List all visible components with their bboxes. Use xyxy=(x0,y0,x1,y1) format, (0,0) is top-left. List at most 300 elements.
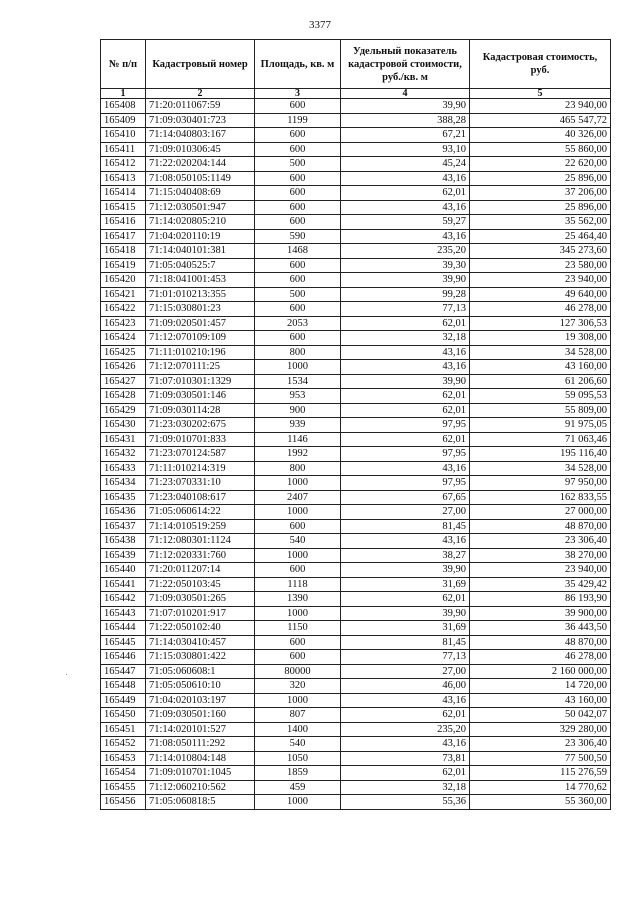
cadastral-number-cell: 71:05:040525:7 xyxy=(146,258,255,273)
specific-value-cell: 32,18 xyxy=(341,331,470,346)
specific-value-cell: 27,00 xyxy=(341,664,470,679)
specific-value-cell: 235,20 xyxy=(341,244,470,259)
row-number-cell: 165418 xyxy=(101,244,146,259)
specific-value-cell: 27,00 xyxy=(341,505,470,520)
area-cell: 1390 xyxy=(255,592,341,607)
cadastral-value-cell: 127 306,53 xyxy=(470,316,611,331)
cadastral-value-cell: 40 326,00 xyxy=(470,128,611,143)
table-row xyxy=(101,215,611,230)
table-row xyxy=(101,403,611,418)
cadastral-number-cell: 71:14:040803:167 xyxy=(146,128,255,143)
specific-value-cell: 59,27 xyxy=(341,215,470,230)
page-number: 3377 xyxy=(309,19,331,31)
cadastral-value-cell: 25 896,00 xyxy=(470,171,611,186)
table-row xyxy=(101,142,611,157)
specific-value-cell: 43,16 xyxy=(341,360,470,375)
cadastral-value-cell: 59 095,53 xyxy=(470,389,611,404)
table-row xyxy=(101,548,611,563)
area-cell: 807 xyxy=(255,708,341,723)
table-row xyxy=(101,577,611,592)
table-row xyxy=(101,273,611,288)
table-row xyxy=(101,186,611,201)
cadastral-number-cell: 71:12:060210:562 xyxy=(146,780,255,795)
specific-value-cell: 46,00 xyxy=(341,679,470,694)
table-row xyxy=(101,679,611,694)
cadastral-number-cell: 71:14:010519:259 xyxy=(146,519,255,534)
cadastral-value-table xyxy=(100,39,611,810)
cadastral-number-cell: 71:05:060818:5 xyxy=(146,795,255,810)
table-row xyxy=(101,432,611,447)
cadastral-value-cell: 345 273,60 xyxy=(470,244,611,259)
area-cell: 600 xyxy=(255,171,341,186)
cadastral-value-cell: 22 620,00 xyxy=(470,157,611,172)
specific-value-cell: 62,01 xyxy=(341,403,470,418)
table-row xyxy=(101,737,611,752)
specific-value-cell: 67,21 xyxy=(341,128,470,143)
row-number-cell: 165426 xyxy=(101,360,146,375)
cadastral-number-cell: 71:09:010701:833 xyxy=(146,432,255,447)
cadastral-number-cell: 71:23:030202:675 xyxy=(146,418,255,433)
cadastral-number-cell: 71:11:010210:196 xyxy=(146,345,255,360)
column-number: 4 xyxy=(341,89,470,99)
cadastral-value-cell: 465 547,72 xyxy=(470,113,611,128)
cadastral-number-cell: 71:14:010804:148 xyxy=(146,751,255,766)
table-header-row xyxy=(101,40,611,89)
area-cell: 600 xyxy=(255,200,341,215)
specific-value-cell: 62,01 xyxy=(341,708,470,723)
cadastral-number-cell: 71:14:040101:381 xyxy=(146,244,255,259)
cadastral-number-cell: 71:09:010306:45 xyxy=(146,142,255,157)
cadastral-number-cell: 71:05:050610:10 xyxy=(146,679,255,694)
row-number-cell: 165416 xyxy=(101,215,146,230)
cadastral-value-cell: 162 833,55 xyxy=(470,490,611,505)
cadastral-number-cell: 71:09:030501:160 xyxy=(146,708,255,723)
table-row xyxy=(101,302,611,317)
table-row xyxy=(101,374,611,389)
specific-value-cell: 39,30 xyxy=(341,258,470,273)
row-number-cell: 165447 xyxy=(101,664,146,679)
cadastral-number-cell: 71:14:020805:210 xyxy=(146,215,255,230)
specific-value-cell: 62,01 xyxy=(341,186,470,201)
row-number-cell: 165425 xyxy=(101,345,146,360)
row-number-cell: 165445 xyxy=(101,635,146,650)
cadastral-number-cell: 71:20:011207:14 xyxy=(146,563,255,578)
header-area: Площадь, кв. м xyxy=(255,40,341,89)
cadastral-value-cell: 97 950,00 xyxy=(470,476,611,491)
cadastral-value-cell: 55 360,00 xyxy=(470,795,611,810)
table-row xyxy=(101,229,611,244)
area-cell: 1000 xyxy=(255,606,341,621)
cadastral-number-cell: 71:04:020110:19 xyxy=(146,229,255,244)
cadastral-value-cell: 61 206,60 xyxy=(470,374,611,389)
table-row xyxy=(101,519,611,534)
row-number-cell: 165453 xyxy=(101,751,146,766)
area-cell: 1000 xyxy=(255,360,341,375)
area-cell: 500 xyxy=(255,287,341,302)
cadastral-number-cell: 71:14:020101:527 xyxy=(146,722,255,737)
cadastral-number-cell: 71:22:020204:144 xyxy=(146,157,255,172)
row-number-cell: 165420 xyxy=(101,273,146,288)
row-number-cell: 165448 xyxy=(101,679,146,694)
cadastral-number-cell: 71:23:040108:617 xyxy=(146,490,255,505)
specific-value-cell: 77,13 xyxy=(341,302,470,317)
specific-value-cell: 97,95 xyxy=(341,476,470,491)
cadastral-number-cell: 71:12:070109:109 xyxy=(146,331,255,346)
specific-value-cell: 62,01 xyxy=(341,389,470,404)
table-row xyxy=(101,664,611,679)
header-cadastral-value: Кадастровая стоимость, руб. xyxy=(470,40,611,89)
specific-value-cell: 39,90 xyxy=(341,606,470,621)
column-number-row xyxy=(101,89,611,99)
cadastral-value-cell: 39 900,00 xyxy=(470,606,611,621)
specific-value-cell: 43,16 xyxy=(341,345,470,360)
specific-value-cell: 39,90 xyxy=(341,374,470,389)
table-row xyxy=(101,693,611,708)
cadastral-value-cell: 50 042,07 xyxy=(470,708,611,723)
area-cell: 1000 xyxy=(255,505,341,520)
row-number-cell: 165440 xyxy=(101,563,146,578)
table-row xyxy=(101,490,611,505)
specific-value-cell: 43,16 xyxy=(341,171,470,186)
table-row xyxy=(101,418,611,433)
cadastral-number-cell: 71:12:030501:947 xyxy=(146,200,255,215)
area-cell: 1400 xyxy=(255,722,341,737)
cadastral-value-cell: 25 464,40 xyxy=(470,229,611,244)
cadastral-number-cell: 71:09:020501:457 xyxy=(146,316,255,331)
cadastral-number-cell: 71:09:030501:146 xyxy=(146,389,255,404)
table-row xyxy=(101,157,611,172)
row-number-cell: 165408 xyxy=(101,99,146,114)
row-number-cell: 165424 xyxy=(101,331,146,346)
cadastral-value-cell: 14 720,00 xyxy=(470,679,611,694)
cadastral-value-cell: 2 160 000,00 xyxy=(470,664,611,679)
cadastral-number-cell: 71:04:020103:197 xyxy=(146,693,255,708)
area-cell: 600 xyxy=(255,650,341,665)
row-number-cell: 165419 xyxy=(101,258,146,273)
table-row xyxy=(101,795,611,810)
cadastral-number-cell: 71:08:050105:1149 xyxy=(146,171,255,186)
area-cell: 600 xyxy=(255,635,341,650)
table-row xyxy=(101,171,611,186)
specific-value-cell: 97,95 xyxy=(341,418,470,433)
table-row xyxy=(101,447,611,462)
cadastral-value-cell: 48 870,00 xyxy=(470,519,611,534)
cadastral-number-cell: 71:05:060608:1 xyxy=(146,664,255,679)
row-number-cell: 165417 xyxy=(101,229,146,244)
cadastral-number-cell: 71:09:010701:1045 xyxy=(146,766,255,781)
table-row xyxy=(101,606,611,621)
table-row xyxy=(101,316,611,331)
area-cell: 600 xyxy=(255,186,341,201)
table-row xyxy=(101,592,611,607)
row-number-cell: 165438 xyxy=(101,534,146,549)
row-number-cell: 165444 xyxy=(101,621,146,636)
area-cell: 2407 xyxy=(255,490,341,505)
cadastral-value-cell: 91 975,05 xyxy=(470,418,611,433)
header-cadastral-number: Кадастровый номер xyxy=(146,40,255,89)
cadastral-value-cell: 55 809,00 xyxy=(470,403,611,418)
cadastral-number-cell: 71:09:030401:723 xyxy=(146,113,255,128)
column-number: 5 xyxy=(470,89,611,99)
cadastral-value-cell: 55 860,00 xyxy=(470,142,611,157)
area-cell: 1859 xyxy=(255,766,341,781)
specific-value-cell: 32,18 xyxy=(341,780,470,795)
area-cell: 953 xyxy=(255,389,341,404)
cadastral-number-cell: 71:12:020331:760 xyxy=(146,548,255,563)
column-number: 3 xyxy=(255,89,341,99)
cadastral-number-cell: 71:14:030410:457 xyxy=(146,635,255,650)
column-number: 2 xyxy=(146,89,255,99)
row-number-cell: 165421 xyxy=(101,287,146,302)
cadastral-number-cell: 71:07:010301:1329 xyxy=(146,374,255,389)
specific-value-cell: 81,45 xyxy=(341,635,470,650)
row-number-cell: 165441 xyxy=(101,577,146,592)
row-number-cell: 165454 xyxy=(101,766,146,781)
cadastral-value-cell: 34 528,00 xyxy=(470,345,611,360)
cadastral-number-cell: 71:09:030501:265 xyxy=(146,592,255,607)
table-row xyxy=(101,331,611,346)
specific-value-cell: 388,28 xyxy=(341,113,470,128)
specific-value-cell: 43,16 xyxy=(341,534,470,549)
area-cell: 1000 xyxy=(255,548,341,563)
cadastral-value-cell: 23 580,00 xyxy=(470,258,611,273)
specific-value-cell: 62,01 xyxy=(341,432,470,447)
row-number-cell: 165436 xyxy=(101,505,146,520)
area-cell: 459 xyxy=(255,780,341,795)
cadastral-value-cell: 35 562,00 xyxy=(470,215,611,230)
specific-value-cell: 31,69 xyxy=(341,577,470,592)
header-row-number: № п/п xyxy=(101,40,146,89)
specific-value-cell: 43,16 xyxy=(341,737,470,752)
row-number-cell: 165446 xyxy=(101,650,146,665)
table-row xyxy=(101,128,611,143)
specific-value-cell: 55,36 xyxy=(341,795,470,810)
specific-value-cell: 38,27 xyxy=(341,548,470,563)
specific-value-cell: 43,16 xyxy=(341,693,470,708)
cadastral-number-cell: 71:23:070331:10 xyxy=(146,476,255,491)
cadastral-number-cell: 71:22:050102:40 xyxy=(146,621,255,636)
row-number-cell: 165413 xyxy=(101,171,146,186)
specific-value-cell: 62,01 xyxy=(341,316,470,331)
table-row xyxy=(101,258,611,273)
area-cell: 1118 xyxy=(255,577,341,592)
cadastral-number-cell: 71:23:070124:587 xyxy=(146,447,255,462)
cadastral-number-cell: 71:08:050111:292 xyxy=(146,737,255,752)
area-cell: 2053 xyxy=(255,316,341,331)
specific-value-cell: 39,90 xyxy=(341,563,470,578)
area-cell: 540 xyxy=(255,534,341,549)
cadastral-value-cell: 37 206,00 xyxy=(470,186,611,201)
row-number-cell: 165451 xyxy=(101,722,146,737)
area-cell: 600 xyxy=(255,302,341,317)
area-cell: 800 xyxy=(255,345,341,360)
cadastral-value-cell: 48 870,00 xyxy=(470,635,611,650)
specific-value-cell: 43,16 xyxy=(341,229,470,244)
cadastral-value-cell: 46 278,00 xyxy=(470,650,611,665)
scan-speck xyxy=(66,674,67,675)
area-cell: 1000 xyxy=(255,476,341,491)
cadastral-value-cell: 14 770,62 xyxy=(470,780,611,795)
cadastral-number-cell: 71:01:010213:355 xyxy=(146,287,255,302)
table-row xyxy=(101,563,611,578)
specific-value-cell: 62,01 xyxy=(341,592,470,607)
cadastral-value-cell: 329 280,00 xyxy=(470,722,611,737)
specific-value-cell: 31,69 xyxy=(341,621,470,636)
area-cell: 600 xyxy=(255,519,341,534)
cadastral-number-cell: 71:20:011067:59 xyxy=(146,99,255,114)
cadastral-number-cell: 71:12:070111:25 xyxy=(146,360,255,375)
cadastral-number-cell: 71:12:080301:1124 xyxy=(146,534,255,549)
cadastral-value-cell: 43 160,00 xyxy=(470,360,611,375)
cadastral-value-cell: 25 896,00 xyxy=(470,200,611,215)
cadastral-number-cell: 71:09:030114:28 xyxy=(146,403,255,418)
table-row xyxy=(101,650,611,665)
row-number-cell: 165450 xyxy=(101,708,146,723)
table-row xyxy=(101,751,611,766)
table-row xyxy=(101,200,611,215)
cadastral-value-cell: 35 429,42 xyxy=(470,577,611,592)
area-cell: 600 xyxy=(255,99,341,114)
specific-value-cell: 43,16 xyxy=(341,200,470,215)
cadastral-value-cell: 38 270,00 xyxy=(470,548,611,563)
area-cell: 1199 xyxy=(255,113,341,128)
cadastral-value-cell: 195 116,40 xyxy=(470,447,611,462)
area-cell: 1150 xyxy=(255,621,341,636)
cadastral-value-cell: 46 278,00 xyxy=(470,302,611,317)
table-row xyxy=(101,635,611,650)
table-row xyxy=(101,534,611,549)
table-row xyxy=(101,461,611,476)
area-cell: 600 xyxy=(255,128,341,143)
row-number-cell: 165455 xyxy=(101,780,146,795)
cadastral-value-cell: 23 940,00 xyxy=(470,99,611,114)
row-number-cell: 165428 xyxy=(101,389,146,404)
row-number-cell: 165430 xyxy=(101,418,146,433)
specific-value-cell: 39,90 xyxy=(341,273,470,288)
row-number-cell: 165414 xyxy=(101,186,146,201)
specific-value-cell: 235,20 xyxy=(341,722,470,737)
table-row xyxy=(101,244,611,259)
area-cell: 600 xyxy=(255,563,341,578)
table-row xyxy=(101,113,611,128)
cadastral-value-cell: 71 063,46 xyxy=(470,432,611,447)
area-cell: 600 xyxy=(255,142,341,157)
row-number-cell: 165449 xyxy=(101,693,146,708)
cadastral-value-cell: 115 276,59 xyxy=(470,766,611,781)
cadastral-value-cell: 34 528,00 xyxy=(470,461,611,476)
table-row xyxy=(101,287,611,302)
area-cell: 590 xyxy=(255,229,341,244)
table-row xyxy=(101,99,611,114)
cadastral-value-cell: 77 500,50 xyxy=(470,751,611,766)
row-number-cell: 165423 xyxy=(101,316,146,331)
cadastral-value-cell: 23 306,40 xyxy=(470,534,611,549)
specific-value-cell: 97,95 xyxy=(341,447,470,462)
area-cell: 1000 xyxy=(255,693,341,708)
cadastral-value-cell: 36 443,50 xyxy=(470,621,611,636)
area-cell: 540 xyxy=(255,737,341,752)
area-cell: 600 xyxy=(255,258,341,273)
table-row xyxy=(101,505,611,520)
row-number-cell: 165412 xyxy=(101,157,146,172)
area-cell: 320 xyxy=(255,679,341,694)
area-cell: 1146 xyxy=(255,432,341,447)
area-cell: 900 xyxy=(255,403,341,418)
row-number-cell: 165437 xyxy=(101,519,146,534)
cadastral-value-cell: 23 306,40 xyxy=(470,737,611,752)
area-cell: 600 xyxy=(255,331,341,346)
area-cell: 1534 xyxy=(255,374,341,389)
area-cell: 80000 xyxy=(255,664,341,679)
area-cell: 1992 xyxy=(255,447,341,462)
column-number: 1 xyxy=(101,89,146,99)
table-row xyxy=(101,389,611,404)
area-cell: 1468 xyxy=(255,244,341,259)
specific-value-cell: 45,24 xyxy=(341,157,470,172)
row-number-cell: 165442 xyxy=(101,592,146,607)
area-cell: 939 xyxy=(255,418,341,433)
row-number-cell: 165435 xyxy=(101,490,146,505)
specific-value-cell: 99,28 xyxy=(341,287,470,302)
table-row xyxy=(101,345,611,360)
row-number-cell: 165422 xyxy=(101,302,146,317)
cadastral-number-cell: 71:05:060614:22 xyxy=(146,505,255,520)
row-number-cell: 165429 xyxy=(101,403,146,418)
cadastral-value-cell: 23 940,00 xyxy=(470,273,611,288)
area-cell: 1000 xyxy=(255,795,341,810)
row-number-cell: 165443 xyxy=(101,606,146,621)
cadastral-number-cell: 71:15:030801:23 xyxy=(146,302,255,317)
area-cell: 800 xyxy=(255,461,341,476)
table-row xyxy=(101,708,611,723)
header-specific-value: Удельный показатель кадастровой стоимости, руб./кв. м xyxy=(341,40,470,89)
row-number-cell: 165456 xyxy=(101,795,146,810)
cadastral-value-cell: 23 940,00 xyxy=(470,563,611,578)
row-number-cell: 165432 xyxy=(101,447,146,462)
cadastral-number-cell: 71:07:010201:917 xyxy=(146,606,255,621)
specific-value-cell: 81,45 xyxy=(341,519,470,534)
area-cell: 600 xyxy=(255,215,341,230)
specific-value-cell: 67,65 xyxy=(341,490,470,505)
area-cell: 600 xyxy=(255,273,341,288)
specific-value-cell: 93,10 xyxy=(341,142,470,157)
cadastral-value-cell: 43 160,00 xyxy=(470,693,611,708)
specific-value-cell: 77,13 xyxy=(341,650,470,665)
cadastral-value-cell: 86 193,90 xyxy=(470,592,611,607)
row-number-cell: 165415 xyxy=(101,200,146,215)
area-cell: 500 xyxy=(255,157,341,172)
row-number-cell: 165431 xyxy=(101,432,146,447)
cadastral-number-cell: 71:22:050103:45 xyxy=(146,577,255,592)
row-number-cell: 165409 xyxy=(101,113,146,128)
table-body xyxy=(101,99,611,810)
table-row xyxy=(101,722,611,737)
specific-value-cell: 43,16 xyxy=(341,461,470,476)
cadastral-number-cell: 71:15:030801:422 xyxy=(146,650,255,665)
cadastral-value-cell: 19 308,00 xyxy=(470,331,611,346)
row-number-cell: 165439 xyxy=(101,548,146,563)
row-number-cell: 165433 xyxy=(101,461,146,476)
cadastral-value-cell: 49 640,00 xyxy=(470,287,611,302)
specific-value-cell: 73,81 xyxy=(341,751,470,766)
table-row xyxy=(101,360,611,375)
cadastral-number-cell: 71:11:010214:319 xyxy=(146,461,255,476)
row-number-cell: 165411 xyxy=(101,142,146,157)
row-number-cell: 165434 xyxy=(101,476,146,491)
cadastral-number-cell: 71:15:040408:69 xyxy=(146,186,255,201)
table-row xyxy=(101,780,611,795)
area-cell: 1050 xyxy=(255,751,341,766)
